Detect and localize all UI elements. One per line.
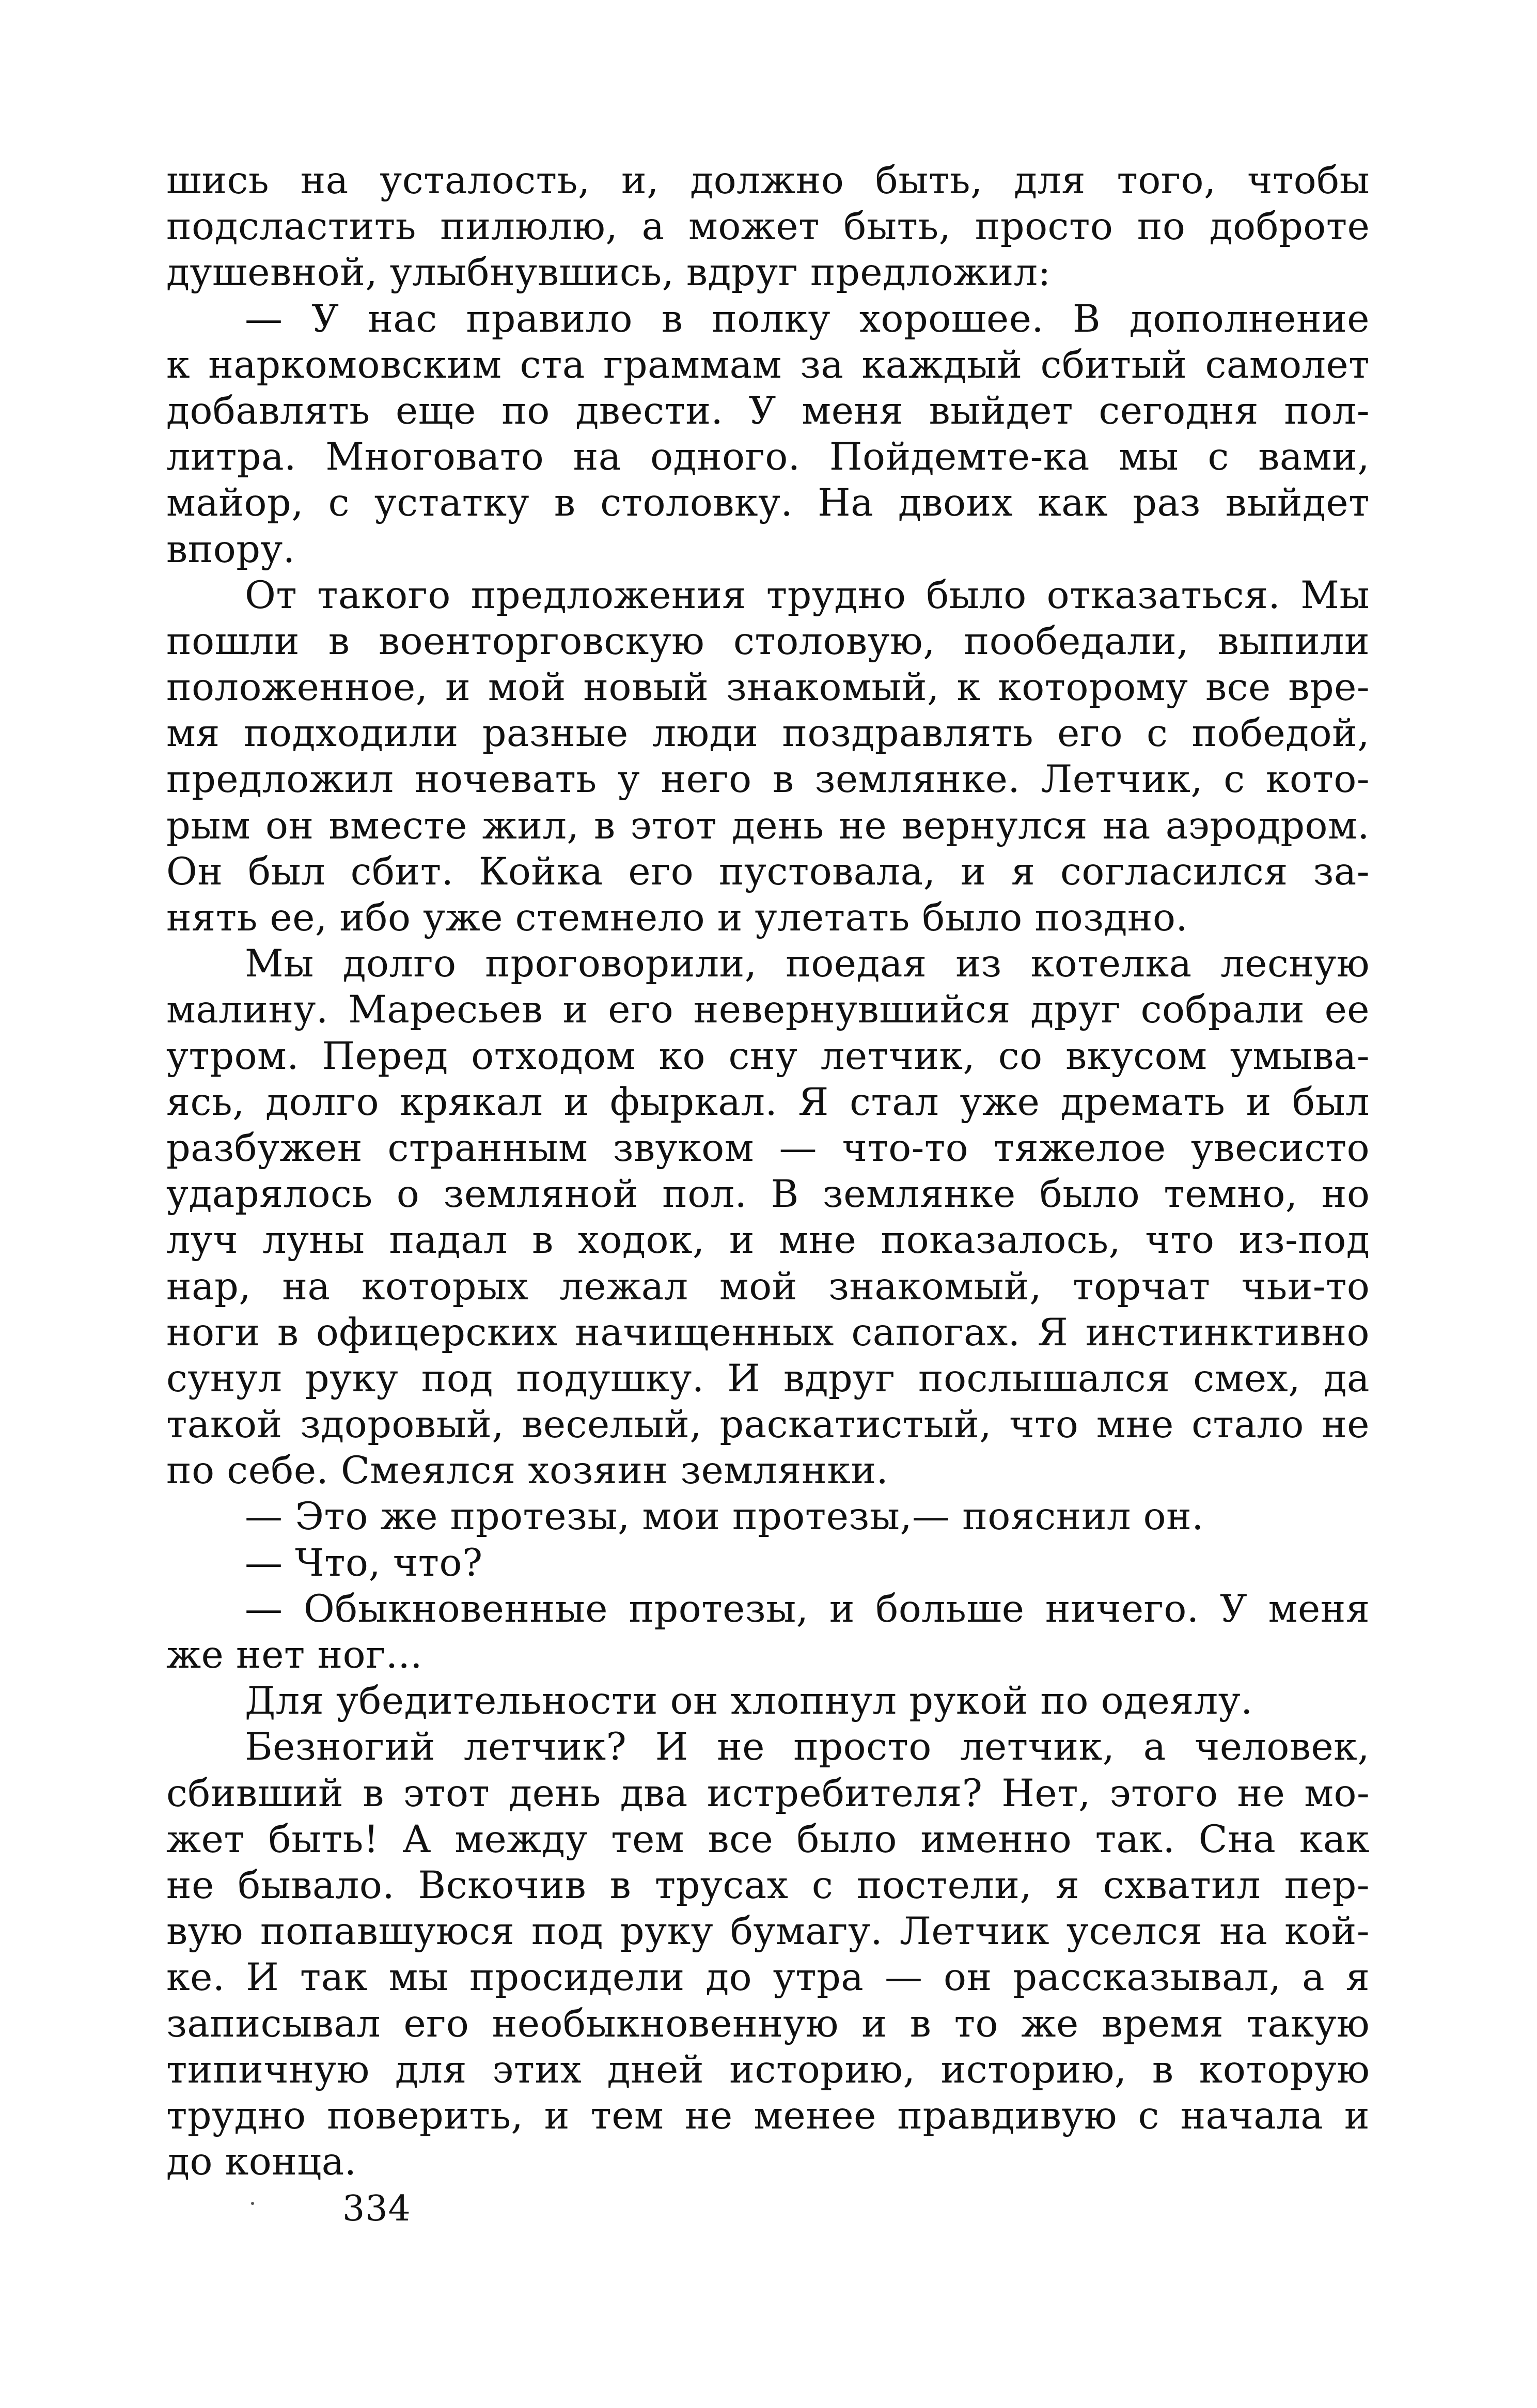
text-line: малину. Маресьев и его невернувшийся друг собрали ее	[166, 988, 1370, 1032]
text-line: сунул руку под подушку. И вдруг послышался смех, да	[166, 1356, 1370, 1401]
text-line: рым он вместе жил, в этот день не вернулся на аэродром.	[166, 803, 1370, 848]
text-line: Безногий летчик? И не просто летчик, а человек,	[245, 1725, 1370, 1769]
text-line: же нет ног...	[166, 1633, 422, 1677]
text-line: — У нас правило в полку хорошее. В дополнение	[245, 297, 1370, 341]
text-line: положенное, и мой новый знакомый, к которому все вре-	[166, 665, 1370, 710]
body-text	[166, 158, 1370, 2185]
text-line: От такого предложения трудно было отказаться. Мы	[245, 573, 1370, 617]
text-line: ке. И так мы просидели до утра — он рассказывал, а я	[166, 1955, 1370, 2000]
text-line: жет быть! А между тем все было именно так. Сна как	[166, 1817, 1370, 1861]
text-line: предложил ночевать у него в землянке. Летчик, с кото-	[166, 757, 1370, 802]
text-line: нар, на которых лежал мой знакомый, торчат чьи-то	[166, 1264, 1370, 1309]
text-line: душевной, улыбнувшись, вдруг предложил:	[166, 251, 1051, 295]
page-number: 334	[342, 2188, 411, 2229]
text-line: нять ее, ибо уже стемнело и улетать было поздно.	[166, 896, 1188, 940]
text-line: сбивший в этот день два истребителя? Нет, этого не мо-	[166, 1771, 1370, 1815]
text-line: добавлять еще по двести. У меня выйдет сегодня пол-	[166, 389, 1370, 433]
text-line: луч луны падал в ходок, и мне показалось, что из-под	[166, 1218, 1370, 1263]
text-line: — Что, что?	[245, 1541, 483, 1585]
text-line: пошли в военторговскую столовую, пообедали, выпили	[166, 619, 1370, 663]
text-line: ясь, долго крякал и фыркал. Я стал уже дремать и был	[166, 1080, 1370, 1124]
text-line: — Обыкновенные протезы, и больше ничего. У меня	[245, 1587, 1370, 1631]
text-line: ноги в офицерских начищенных сапогах. Я инстинктивно	[166, 1310, 1370, 1355]
text-line: мя подходили разные люди поздравлять его с победой,	[166, 711, 1370, 756]
text-line: по себе. Смеялся хозяин землянки.	[166, 1449, 889, 1493]
text-line: вую попавшуюся под руку бумагу. Летчик уселся на кой-	[166, 1909, 1370, 1954]
text-line: к наркомовским ста граммам за каждый сбитый самолет	[166, 343, 1370, 387]
text-line: — Это же протезы, мои протезы,— пояснил он.	[245, 1495, 1204, 1539]
text-line: типичную для этих дней историю, историю, в которую	[166, 2047, 1370, 2092]
text-line: утром. Перед отходом ко сну летчик, со вкусом умыва-	[166, 1034, 1370, 1078]
text-line: разбужен странным звуком — что-то тяжелое увесисто	[166, 1126, 1370, 1170]
text-line: до конца.	[166, 2140, 357, 2184]
text-line: литра. Многовато на одного. Пойдемте-ка мы с вами,	[166, 435, 1370, 479]
text-line: майор, с устатку в столовку. На двоих как раз выйдет	[166, 481, 1370, 525]
print-speck	[251, 2202, 254, 2205]
text-line: записывал его необыкновенную и в то же время такую	[166, 2001, 1370, 2046]
text-line: Для убедительности он хлопнул рукой по одеялу.	[245, 1679, 1253, 1723]
text-line: впору.	[166, 527, 295, 571]
text-line: Мы долго проговорили, поедая из котелка лесную	[245, 942, 1370, 986]
text-line: трудно поверить, и тем не менее правдивую с начала и	[166, 2093, 1370, 2138]
text-line: не бывало. Вскочив в трусах с постели, я схватил пер-	[166, 1863, 1370, 1907]
text-line: ударялось о земляной пол. В землянке было темно, но	[166, 1172, 1370, 1217]
text-line: такой здоровый, веселый, раскатистый, что мне стало не	[166, 1403, 1370, 1447]
text-line: Он был сбит. Койка его пустовала, и я согласился за-	[166, 849, 1370, 894]
text-line: шись на усталость, и, должно быть, для того, чтобы	[166, 159, 1370, 203]
text-line: подсластить пилюлю, а может быть, просто по доброте	[166, 205, 1370, 249]
